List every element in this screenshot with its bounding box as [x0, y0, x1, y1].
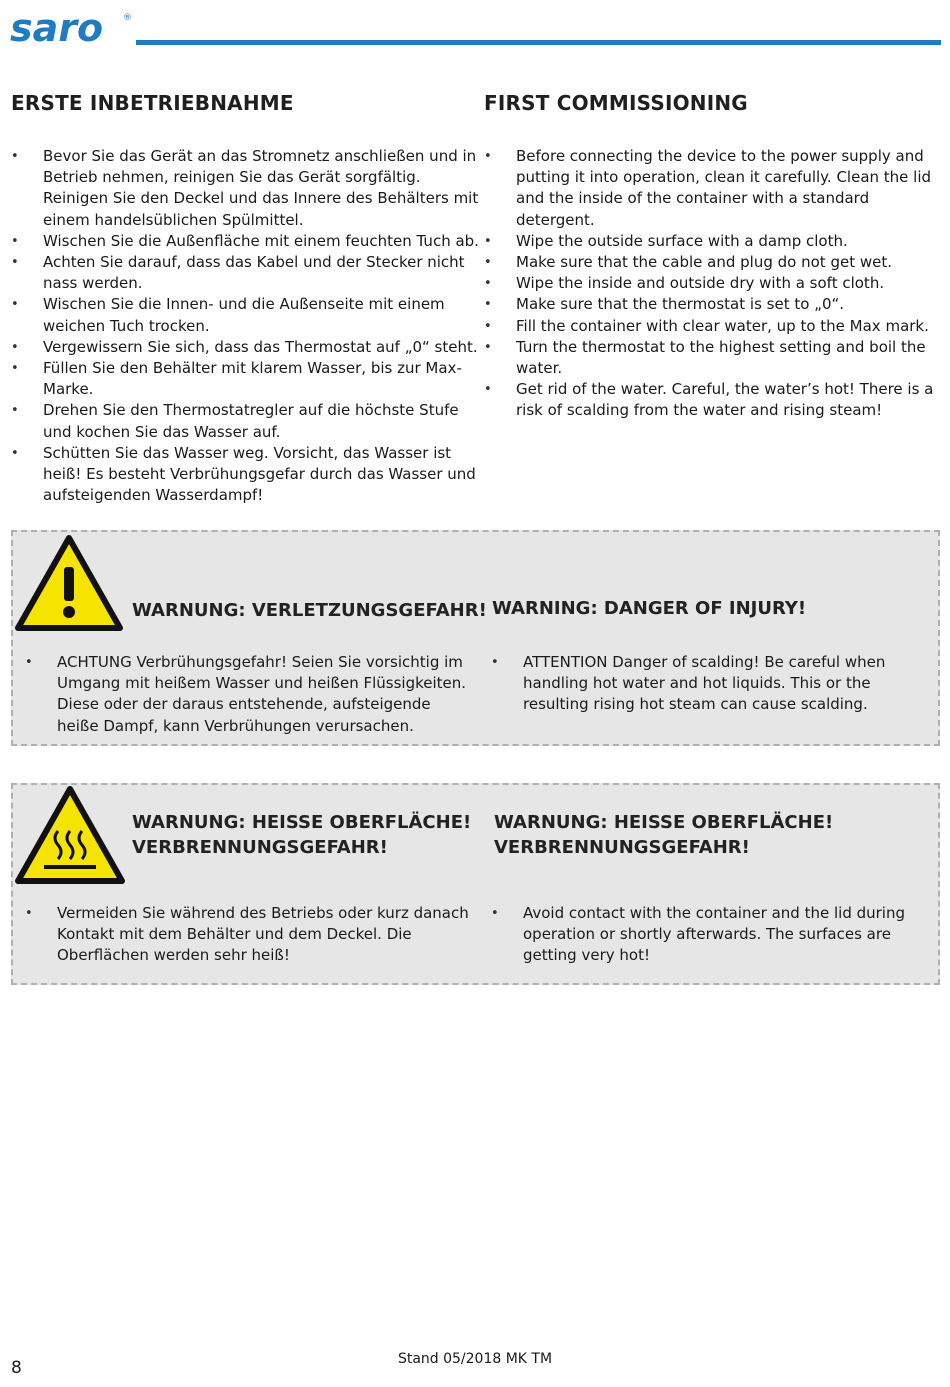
list-item-text: Füllen Sie den Behälter mit klarem Wasser, bis zur Max-Marke.	[43, 359, 462, 399]
list-item	[484, 294, 942, 315]
bullet: •	[484, 318, 492, 334]
bullet: •	[491, 655, 499, 670]
warning-box-injury	[11, 530, 940, 746]
warning-title-injury-de: WARNUNG: VERLETZUNGSGEFAHR!	[132, 600, 487, 621]
list-item	[11, 231, 481, 252]
bullet: •	[11, 297, 19, 313]
list-item	[484, 146, 942, 231]
list-item-text: Vergewissern Sie sich, dass das Thermostat auf „0“ steht.	[43, 337, 478, 356]
bullet: •	[484, 233, 492, 249]
list-item-text: Wipe the inside and outside dry with a soft cloth.	[516, 274, 885, 293]
list-item-text: Get rid of the water. Careful, the water’s hot! There is a risk of scalding from the water and rising steam!	[516, 380, 934, 420]
bullet: •	[11, 149, 19, 164]
logo-text: saro	[10, 8, 104, 48]
footer-stand: Stand 05/2018 MK TM	[397, 1351, 553, 1367]
list-item-text: Wischen Sie die Außenfläche mit einem feuchten Tuch ab.	[43, 231, 479, 250]
list-item-text: Schütten Sie das Wasser weg. Vorsicht, das Wasser ist heiß! Es besteht Verbrühungsgefar durch das Wasser und aufsteigenden Wasserdampf!	[43, 443, 476, 505]
bullet: •	[11, 339, 19, 355]
bullet: •	[25, 906, 33, 921]
list-item: • Avoid contact with the container and the lid during operation or shortly afterwards. The surfaces are getting very hot!	[491, 904, 906, 965]
warning-list-hot-de	[25, 903, 475, 967]
warning-list-injury-en	[491, 652, 936, 716]
header-rule	[136, 40, 941, 45]
list-item-text: Bevor Sie das Gerät an das Stromnetz anschließen und in Betrieb nehmen, reinigen Sie das Gerät sorgfältig. Reinigen Sie den Deckel und das Innere des Behälters mit einem handelsüblichen Spülmittel.	[43, 147, 479, 229]
bullet: •	[11, 255, 19, 271]
list-item	[11, 358, 481, 400]
section-title-de: ERSTE INBETRIEBNAHME	[11, 91, 294, 115]
instructions-list-en	[484, 146, 942, 422]
saro-logo	[10, 8, 132, 48]
bullet: •	[484, 339, 492, 355]
exclamation-warning-icon	[14, 534, 124, 632]
list-item	[484, 337, 942, 379]
list-item	[11, 294, 481, 336]
bullet: •	[484, 297, 492, 313]
bullet: •	[484, 382, 492, 398]
list-item-text: Drehen Sie den Thermostatregler auf die höchste Stufe und kochen Sie das Wasser auf.	[43, 401, 459, 441]
list-item-text: Wischen Sie die Innen- und die Außenseite mit einem weichen Tuch trocken.	[43, 295, 445, 335]
warning-title-hot-en-line1: WARNUNG: HEISSE OBERFLÄCHE!	[494, 812, 834, 833]
warning-title-injury-en: WARNING: DANGER OF INJURY!	[492, 598, 807, 619]
warning-list-hot-en	[491, 903, 921, 967]
list-item	[484, 379, 942, 421]
list-item-text: Wipe the outside surface with a damp cloth.	[516, 231, 848, 250]
hot-surface-warning-icon	[14, 785, 126, 885]
list-item	[484, 273, 942, 294]
warning-title-hot-de-line2: VERBRENNUNGSGEFAHR!	[132, 837, 388, 858]
list-item: • Vermeiden Sie während des Betriebs oder kurz danach Kontakt mit dem Behälter und dem Deckel. Die Oberflächen werden sehr heiß!	[25, 904, 469, 965]
trademark-mark: ®	[123, 13, 132, 23]
list-item	[11, 443, 481, 507]
list-item	[11, 400, 481, 442]
list-item	[484, 316, 942, 337]
list-item-text: Achten Sie darauf, dass das Kabel und der Stecker nicht nass werden.	[43, 253, 465, 293]
list-item: • ATTENTION Danger of scalding! Be careful when handling hot water and hot liquids. This or the resulting rising hot steam can cause scalding.	[491, 653, 886, 714]
list-item	[11, 252, 481, 294]
list-item-text: Turn the thermostat to the highest setting and boil the water.	[516, 337, 926, 378]
list-item	[484, 231, 942, 252]
list-item	[11, 146, 481, 231]
bullet: •	[484, 255, 492, 271]
warning-title-hot-en-line2: VERBRENNUNGSGEFAHR!	[494, 837, 750, 858]
instructions-list-de	[11, 146, 481, 506]
list-item	[11, 337, 481, 358]
list-item	[484, 252, 942, 273]
list-item: • ACHTUNG Verbrühungsgefahr! Seien Sie vorsichtig im Umgang mit heißem Wasser und heißen Flüssigkeiten. Diese oder der daraus entstehende, aufsteigende heiße Dampf, kann Verbrühungen verursachen.	[25, 653, 467, 735]
bullet: •	[11, 445, 19, 461]
bullet: •	[484, 276, 492, 292]
warning-title-hot-de-line1: WARNUNG: HEISSE OBERFLÄCHE!	[132, 812, 472, 833]
bullet: •	[11, 361, 19, 377]
list-item-text: Fill the container with clear water, up to the Max mark.	[516, 316, 929, 335]
page-number: 8	[11, 1358, 22, 1378]
bullet: •	[491, 906, 499, 921]
bullet: •	[11, 403, 19, 419]
section-title-en: FIRST COMMISSIONING	[484, 91, 748, 115]
list-item-text: Make sure that the thermostat is set to „0“.	[516, 295, 845, 314]
bullet: •	[11, 233, 19, 249]
warning-list-injury-de	[25, 652, 475, 737]
warning-box-hot-surface	[11, 783, 940, 985]
bullet: •	[25, 655, 33, 670]
bullet: •	[484, 149, 492, 164]
list-item-text: Make sure that the cable and plug do not get wet.	[516, 253, 892, 272]
list-item-text: Before connecting the device to the power supply and putting it into operation, clean it carefully. Clean the lid and the inside of the container with a standard detergent.	[516, 147, 932, 229]
